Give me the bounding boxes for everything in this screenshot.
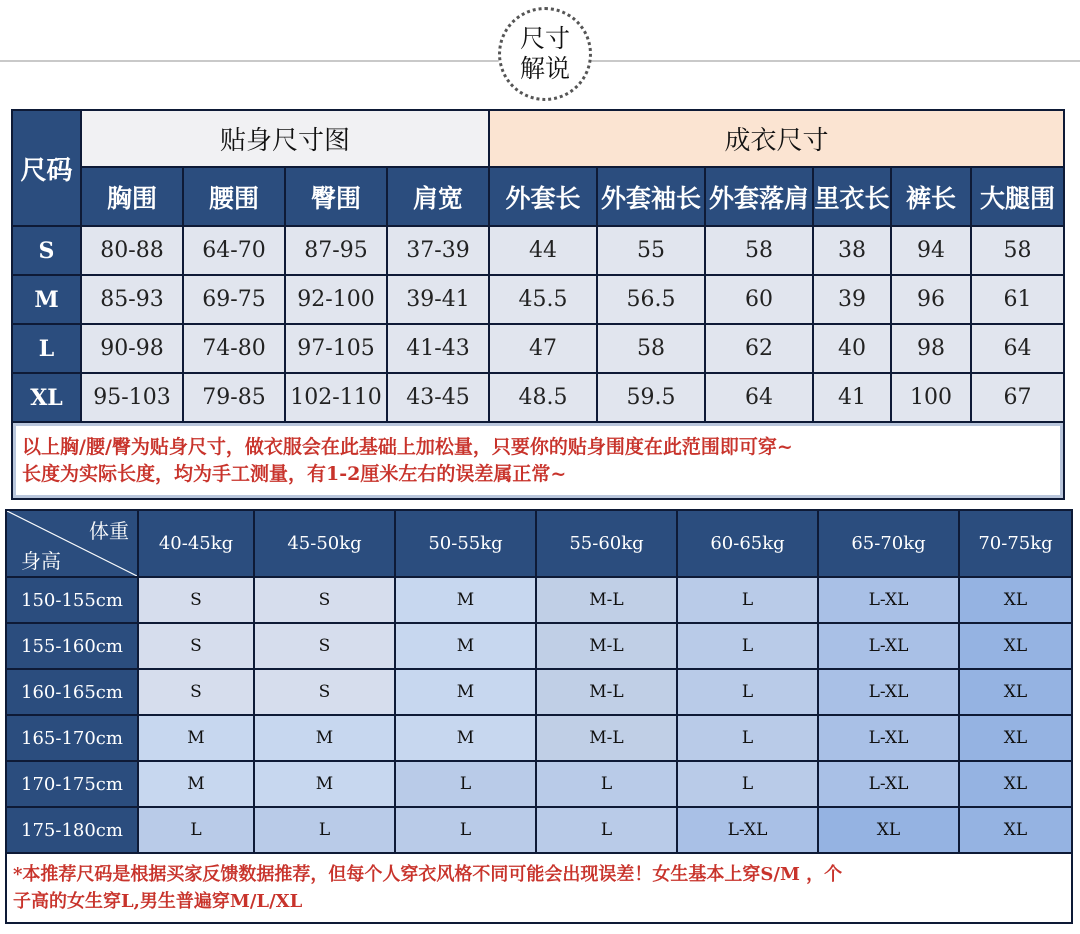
recommended-size-cell: L (678, 624, 817, 668)
height-range-cell: 165-170cm (7, 716, 137, 760)
size-row-l (13, 325, 1063, 372)
measurement-cell: 58 (972, 227, 1063, 274)
height-range-cell: 170-175cm (7, 762, 137, 806)
height-row (7, 762, 1071, 806)
recommended-size-cell: L-XL (819, 670, 958, 714)
measurement-cell: 43-45 (388, 374, 488, 421)
recommended-size-cell: L-XL (819, 762, 958, 806)
measurement-cell: 41-43 (388, 325, 488, 372)
measurement-cell: 92-100 (286, 276, 386, 323)
weight-range-header: 40-45kg (139, 511, 253, 576)
column-header: 肩宽 (388, 168, 488, 225)
measurement-cell: 64-70 (184, 227, 284, 274)
recommended-size-cell: L (678, 762, 817, 806)
height-row (7, 716, 1071, 760)
recommended-size-cell: L (396, 808, 535, 852)
footnote-line-2: 子高的女生穿L,男生普遍穿M/L/XL (13, 891, 303, 912)
recommended-size-cell: L-XL (819, 624, 958, 668)
height-row (7, 624, 1071, 668)
height-range-cell: 155-160cm (7, 624, 137, 668)
size-code-header: 尺码 (13, 111, 80, 225)
recommended-size-cell: M (396, 716, 535, 760)
weight-axis-label: 体重 (89, 519, 129, 543)
column-header: 大腿围 (972, 168, 1063, 225)
recommended-size-cell: XL (960, 762, 1071, 806)
measurement-cell: 67 (972, 374, 1063, 421)
column-header: 外套长 (490, 168, 596, 225)
measurement-cell: 48.5 (490, 374, 596, 421)
recommended-size-cell: XL (960, 716, 1071, 760)
recommended-size-cell: M-L (537, 624, 676, 668)
measurement-cell: 37-39 (388, 227, 488, 274)
recommended-size-cell: M-L (537, 670, 676, 714)
measurement-cell: 64 (706, 374, 812, 421)
measurement-cell: 80-88 (82, 227, 182, 274)
measurement-cell: 39 (814, 276, 890, 323)
measurement-cell: 85-93 (82, 276, 182, 323)
recommended-size-cell: S (139, 670, 253, 714)
recommended-size-cell: M (139, 716, 253, 760)
size-row-s (13, 227, 1063, 274)
measurement-cell: 96 (892, 276, 970, 323)
note-line-1: 以上胸/腰/臀为贴身尺寸，做衣服会在此基础上加松量，只要你的贴身围度在此范围即可穿~ (22, 435, 793, 458)
recommended-size-cell: M (255, 762, 394, 806)
recommended-size-cell: L (678, 578, 817, 622)
recommended-size-cell: L-XL (819, 716, 958, 760)
recommended-size-cell: L (255, 808, 394, 852)
measurement-cell: 69-75 (184, 276, 284, 323)
height-range-cell: 175-180cm (7, 808, 137, 852)
recommended-size-cell: L (678, 670, 817, 714)
weight-range-header: 50-55kg (396, 511, 535, 576)
recommendation-footnote (7, 854, 1071, 922)
measurement-cell: 64 (972, 325, 1063, 372)
measurement-cell: 90-98 (82, 325, 182, 372)
size-row-m (13, 276, 1063, 323)
recommended-size-cell: S (139, 578, 253, 622)
measurement-cell: 98 (892, 325, 970, 372)
note-line-2: 长度为实际长度，均为手工测量，有1-2厘米左右的误差属正常~ (22, 462, 567, 485)
measurement-cell: 41 (814, 374, 890, 421)
height-row (7, 578, 1071, 622)
size-code: M (13, 276, 80, 323)
measurement-cell: 58 (706, 227, 812, 274)
recommended-size-cell: M (396, 578, 535, 622)
measurement-cell: 44 (490, 227, 596, 274)
measurement-cell: 60 (706, 276, 812, 323)
height-range-cell: 150-155cm (7, 578, 137, 622)
recommended-size-cell: L (396, 762, 535, 806)
recommended-size-cell: XL (960, 670, 1071, 714)
measurement-cell: 102-110 (286, 374, 386, 421)
measurement-cell: 58 (598, 325, 704, 372)
measurement-cell: 38 (814, 227, 890, 274)
column-header: 外套袖长 (598, 168, 704, 225)
recommended-size-cell: M-L (537, 578, 676, 622)
title-line-1: 尺寸 (519, 24, 570, 53)
height-axis-label: 身高 (21, 549, 61, 573)
size-row-xl (13, 374, 1063, 421)
measurement-cell: 74-80 (184, 325, 284, 372)
column-header: 腰围 (184, 168, 284, 225)
weight-range-header: 45-50kg (255, 511, 394, 576)
recommended-size-cell: M-L (537, 716, 676, 760)
measurement-cell: 47 (490, 325, 596, 372)
recommended-size-cell: XL (819, 808, 958, 852)
measurement-cell: 95-103 (82, 374, 182, 421)
column-header: 胸围 (82, 168, 182, 225)
measurement-cell: 59.5 (598, 374, 704, 421)
measurement-cell: 56.5 (598, 276, 704, 323)
title-line-2: 解说 (519, 54, 570, 83)
measurement-cell: 79-85 (184, 374, 284, 421)
size-code: XL (13, 374, 80, 421)
height-row (7, 808, 1071, 852)
height-range-cell: 160-165cm (7, 670, 137, 714)
measurement-note (13, 423, 1063, 498)
measurement-cell: 39-41 (388, 276, 488, 323)
measurement-cell: 94 (892, 227, 970, 274)
garment-measurements-group-header: 成衣尺寸 (490, 111, 1063, 166)
size-guide-title-badge (498, 7, 592, 101)
recommended-size-cell: S (139, 624, 253, 668)
recommended-size-cell: L-XL (819, 578, 958, 622)
measurement-cell: 61 (972, 276, 1063, 323)
weight-range-header: 60-65kg (678, 511, 817, 576)
recommended-size-cell: S (255, 670, 394, 714)
measurement-cell: 45.5 (490, 276, 596, 323)
recommended-size-cell: M (396, 670, 535, 714)
measurement-cell: 87-95 (286, 227, 386, 274)
size-code: S (13, 227, 80, 274)
size-code: L (13, 325, 80, 372)
column-header: 臀围 (286, 168, 386, 225)
weight-range-header: 70-75kg (960, 511, 1071, 576)
recommended-size-cell: XL (960, 624, 1071, 668)
recommended-size-cell: M (255, 716, 394, 760)
weight-range-header: 55-60kg (537, 511, 676, 576)
recommended-size-cell: L (537, 762, 676, 806)
recommended-size-cell: L-XL (678, 808, 817, 852)
weight-range-header: 65-70kg (819, 511, 958, 576)
column-header: 外套落肩 (706, 168, 812, 225)
recommended-size-cell: L (139, 808, 253, 852)
recommended-size-cell: L (678, 716, 817, 760)
recommended-size-cell: L (537, 808, 676, 852)
size-chart-table (11, 109, 1065, 500)
size-recommendation-table (5, 509, 1073, 924)
measurement-cell: 62 (706, 325, 812, 372)
measurement-cell: 97-105 (286, 325, 386, 372)
measurement-cell: 40 (814, 325, 890, 372)
measurement-cell: 100 (892, 374, 970, 421)
recommended-size-cell: M (139, 762, 253, 806)
height-row (7, 670, 1071, 714)
recommended-size-cell: S (255, 578, 394, 622)
recommended-size-cell: XL (960, 578, 1071, 622)
recommended-size-cell: M (396, 624, 535, 668)
footnote-line-1: *本推荐尺码是根据买家反馈数据推荐，但每个人穿衣风格不同可能会出现误差！女生基本上穿S/M ，个 (13, 864, 843, 885)
column-header: 裤长 (892, 168, 970, 225)
height-weight-corner-header (7, 511, 137, 576)
recommended-size-cell: XL (960, 808, 1071, 852)
measurement-cell: 55 (598, 227, 704, 274)
recommended-size-cell: S (255, 624, 394, 668)
column-header: 里衣长 (814, 168, 890, 225)
body-measurements-group-header: 贴身尺寸图 (82, 111, 488, 166)
